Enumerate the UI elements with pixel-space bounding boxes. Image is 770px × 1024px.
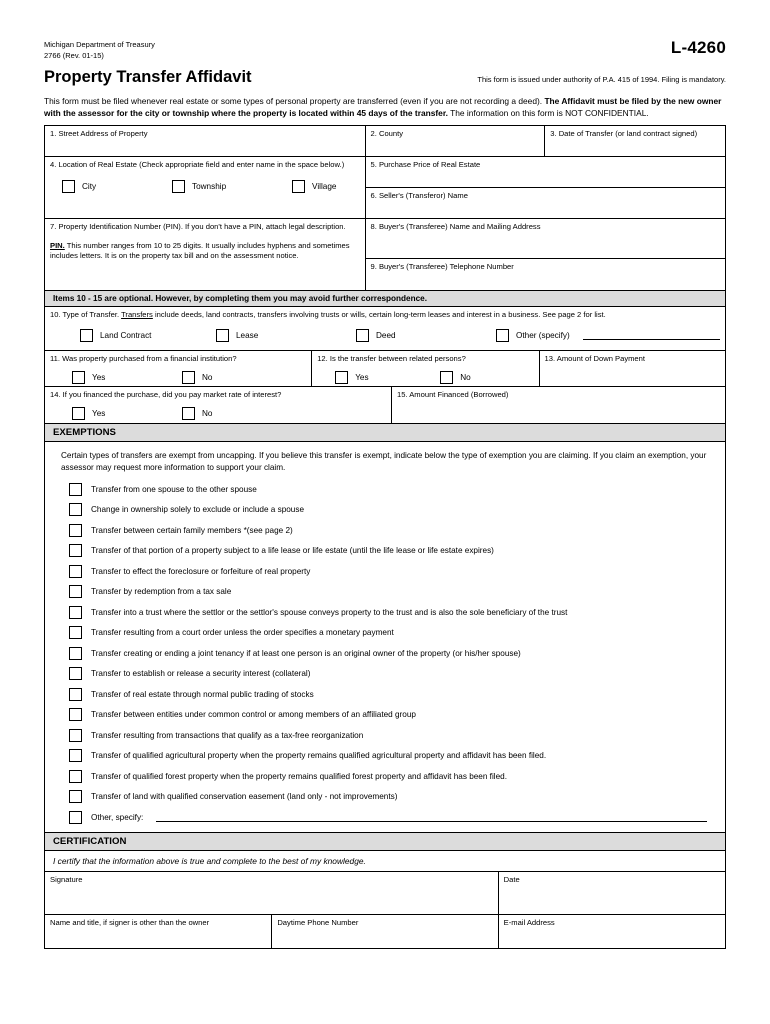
field-transfer-between-related-persons (312, 351, 539, 386)
checkbox-village[interactable] (292, 180, 336, 193)
row-name-phone-email (45, 915, 725, 948)
field-seller-name[interactable] (366, 188, 725, 219)
exemption-checkbox-7[interactable] (69, 606, 82, 619)
checkbox-12-no-box[interactable] (440, 371, 453, 384)
checkbox-11-yes-box[interactable] (72, 371, 85, 384)
exemption-item-other[interactable] (69, 811, 715, 824)
field-daytime-phone[interactable] (272, 915, 498, 948)
exemption-item-8[interactable] (69, 626, 715, 639)
checkbox-14-no[interactable] (182, 407, 212, 420)
field-purchase-price[interactable] (366, 157, 725, 188)
field-location-label: 4. Location of Real Estate (Check appropriate field and enter name in the space below.) (50, 160, 345, 170)
row-14-15 (45, 387, 725, 423)
exemption-item-15[interactable] (69, 770, 715, 783)
optional-items-grid (44, 307, 726, 424)
exemption-checkbox-12[interactable] (69, 708, 82, 721)
checkbox-14-yes-label: Yes (92, 408, 106, 418)
other-transfer-fill-line[interactable] (583, 330, 720, 340)
checkbox-14-yes[interactable] (72, 407, 182, 420)
certification-grid (44, 872, 726, 949)
field-date[interactable] (499, 872, 725, 914)
checkbox-14-no-label: No (202, 408, 213, 418)
checkbox-deed-box[interactable] (356, 329, 369, 342)
exemption-item-7[interactable] (69, 606, 715, 619)
exemption-label-other: Other, specify: (91, 812, 144, 822)
exemption-checkbox-13[interactable] (69, 729, 82, 742)
field-name-and-title[interactable] (45, 915, 272, 948)
exemption-checkbox-8[interactable] (69, 626, 82, 639)
exemption-item-4[interactable] (69, 544, 715, 557)
field-signature[interactable] (45, 872, 499, 914)
exemption-label-5: Transfer to effect the foreclosure or forfeiture of real property (91, 566, 311, 576)
checkbox-village-box[interactable] (292, 180, 305, 193)
checkbox-deed[interactable] (356, 329, 496, 342)
checkbox-township-label: Township (192, 181, 227, 191)
f10-pre: 10. Type of Transfer. (50, 310, 122, 320)
field-14-label: 14. If you financed the purchase, did you pay market rate of interest? (50, 390, 282, 400)
field-pin-note (50, 241, 360, 262)
field-signature-label: Signature (50, 874, 83, 884)
checkbox-lease-label: Lease (236, 330, 259, 340)
field-pin-label: 7. Property Identification Number (PIN). If you don't have a PIN, attach legal description. (50, 222, 346, 232)
field-county[interactable] (366, 126, 546, 156)
intro-text-2: The information on this form is NOT CONFIDENTIAL. (447, 107, 649, 118)
exemption-checkbox-6[interactable] (69, 585, 82, 598)
intro-text-1: This form must be filed whenever real estate or some types of personal property are transferred (even if you are not recording a deed). (44, 95, 545, 106)
field-street-address[interactable] (45, 126, 366, 156)
intro-text-bold: The Affidavit must be filed by the new owner with the assessor for the city or township where the property is located within 45 days of the transfer. (44, 95, 722, 118)
exemption-checkbox-3[interactable] (69, 524, 82, 537)
field-12-label: 12. Is the transfer between related persons? (317, 354, 466, 364)
exemption-checkbox-other[interactable] (69, 811, 82, 824)
exemption-label-12: Transfer between entities under common control or among members of an affiliated group (91, 710, 416, 720)
checkbox-12-yes[interactable] (335, 371, 440, 384)
row-pin-buyer (45, 219, 725, 290)
exemption-item-5[interactable] (69, 565, 715, 578)
title-row (44, 68, 726, 87)
exemption-label-6: Transfer by redemption from a tax sale (91, 587, 232, 597)
field-county-label: 2. County (370, 129, 404, 139)
exemption-label-4: Transfer of that portion of a property subject to a life lease or life estate (until the life lease or life estate expires) (91, 546, 494, 556)
f10-post: include deeds, land contracts, transfers involving trusts or wills, certain long-term leases and interest in a business. See page 2 for list. (152, 310, 606, 320)
field-email-address[interactable] (499, 915, 725, 948)
field-buyer-name-label: 8. Buyer's (Transferee) Name and Mailing Address (370, 222, 541, 232)
checkbox-14-yes-box[interactable] (72, 407, 85, 420)
checkbox-12-yes-label: Yes (355, 372, 369, 382)
exemption-checkbox-16[interactable] (69, 790, 82, 803)
field-pin-note-bold: PIN. (50, 240, 65, 250)
checkbox-11-no-box[interactable] (182, 371, 195, 384)
field-13-label: 13. Amount of Down Payment (544, 354, 645, 364)
row-11-12-13 (45, 351, 725, 387)
row-type-of-transfer (45, 307, 725, 351)
field-location-of-real-estate (45, 157, 366, 218)
field-date-of-transfer-label: 3. Date of Transfer (or land contract signed) (550, 129, 698, 139)
exemption-label-10: Transfer to establish or release a security interest (collateral) (91, 669, 311, 679)
checkbox-12-no-label: No (460, 372, 471, 382)
checkbox-land-contract-box[interactable] (80, 329, 93, 342)
optional-items-band: Items 10 - 15 are optional. However, by completing them you may avoid further correspondence. (44, 291, 726, 307)
exemption-label-8: Transfer resulting from a court order unless the order specifies a monetary payment (91, 628, 394, 638)
exemption-label-16: Transfer of land with qualified conservation easement (land only - not improvements) (91, 792, 398, 802)
checkbox-other-transfer-label: Other (specify) (516, 330, 570, 340)
exemption-label-3: Transfer between certain family members *(see page 2) (91, 525, 293, 535)
field-date-label: Date (503, 874, 520, 884)
checkbox-11-no-label: No (202, 372, 213, 382)
exemption-label-11: Transfer of real estate through normal public trading of stocks (91, 689, 314, 699)
exemption-item-9[interactable] (69, 647, 715, 660)
form-number: L-4260 (670, 38, 726, 57)
f10-underline: Transfers (121, 310, 153, 320)
checkbox-deed-label: Deed (376, 330, 396, 340)
certification-statement: I certify that the information above is true and complete to the best of my knowledge. (44, 851, 726, 872)
exemption-item-16[interactable] (69, 790, 715, 803)
field-type-of-transfer-label (50, 310, 720, 321)
exemption-label-7: Transfer into a trust where the settlor or the settlor's spouse conveys property to the trust and is also the sole beneficiary of the trust (91, 607, 568, 617)
exemption-checkbox-4[interactable] (69, 544, 82, 557)
field-market-rate-interest (45, 387, 392, 423)
checkbox-11-no[interactable] (182, 371, 212, 384)
checkbox-11-yes-label: Yes (92, 372, 106, 382)
field-11-label: 11. Was property purchased from a financial institution? (50, 354, 237, 364)
field-purchased-from-financial-institution (45, 351, 312, 386)
page-title: Property Transfer Affidavit (44, 67, 252, 86)
field-15-label: 15. Amount Financed (Borrowed) (396, 390, 509, 400)
row-address-county-date (45, 126, 725, 157)
exemption-item-3[interactable] (69, 524, 715, 537)
exemption-label-15: Transfer of qualified forest property when the property remains qualified forest property and affidavit has been filed. (91, 771, 507, 781)
exemption-item-11[interactable] (69, 688, 715, 701)
exemptions-intro: Certain types of transfers are exempt from uncapping. If you believe this transfer is exempt, indicate below the type of exemption you are claiming. If you claim an exemption, your assessor may request more information to support your claim. (61, 451, 707, 473)
exemption-label-2: Change in ownership solely to exclude or include a spouse (91, 505, 305, 515)
field-daytime-phone-label: Daytime Phone Number (277, 917, 359, 927)
exemption-item-10[interactable] (69, 667, 715, 680)
row-location-price-seller (45, 157, 725, 219)
checkbox-lease-box[interactable] (216, 329, 229, 342)
exemption-label-14: Transfer of qualified agricultural property when the property remains qualified agricultural property and affidavit has been filed. (91, 751, 547, 761)
field-type-of-transfer (45, 307, 725, 350)
agency-name: Michigan Department of Treasury (44, 40, 155, 49)
exemption-checkbox-2[interactable] (69, 503, 82, 516)
exemption-checkbox-14[interactable] (69, 749, 82, 762)
exemption-other-fill-line[interactable] (156, 812, 707, 822)
checkbox-14-no-box[interactable] (182, 407, 195, 420)
checkbox-township[interactable] (172, 180, 292, 193)
exemptions-section (44, 442, 726, 833)
row-signature-date (45, 872, 725, 915)
field-date-of-transfer[interactable] (545, 126, 725, 156)
checkbox-other-transfer-box[interactable] (496, 329, 509, 342)
checkbox-township-box[interactable] (172, 180, 185, 193)
field-amount-financed[interactable] (392, 387, 725, 423)
exemptions-heading: EXEMPTIONS (44, 424, 726, 442)
exemption-item-13[interactable] (69, 729, 715, 742)
field-purchase-price-label: 5. Purchase Price of Real Estate (370, 160, 481, 170)
field-name-and-title-label: Name and title, if signer is other than the owner (50, 917, 210, 927)
checkbox-lease[interactable] (216, 329, 356, 342)
exemption-item-1[interactable] (69, 483, 715, 496)
form-header (44, 40, 726, 62)
field-buyer-phone[interactable] (366, 259, 725, 290)
checkbox-11-yes[interactable] (72, 371, 182, 384)
checkbox-other-transfer[interactable] (496, 329, 720, 342)
checkbox-12-yes-box[interactable] (335, 371, 348, 384)
exemption-item-2[interactable] (69, 503, 715, 516)
intro-paragraph (44, 95, 726, 119)
exemption-checkbox-15[interactable] (69, 770, 82, 783)
exemption-item-12[interactable] (69, 708, 715, 721)
field-email-address-label: E-mail Address (503, 917, 555, 927)
field-street-address-label: 1. Street Address of Property (50, 129, 148, 139)
checkbox-12-no[interactable] (440, 371, 470, 384)
buyer-stack (366, 219, 725, 290)
exemption-checkbox-10[interactable] (69, 667, 82, 680)
exemption-label-13: Transfer resulting from transactions that qualify as a tax-free reorganization (91, 730, 364, 740)
exemption-item-6[interactable] (69, 585, 715, 598)
agency-block (44, 40, 155, 62)
field-buyer-name-address[interactable] (366, 219, 725, 259)
checkbox-village-label: Village (312, 181, 337, 191)
property-info-grid (44, 125, 726, 291)
field-down-payment[interactable] (540, 351, 725, 386)
checkbox-city-box[interactable] (62, 180, 75, 193)
field-seller-name-label: 6. Seller's (Transferor) Name (370, 191, 468, 201)
exemption-checkbox-9[interactable] (69, 647, 82, 660)
price-seller-stack (366, 157, 725, 218)
certification-heading: CERTIFICATION (44, 833, 726, 851)
field-buyer-phone-label: 9. Buyer's (Transferee) Telephone Number (370, 262, 514, 272)
exemption-checkbox-5[interactable] (69, 565, 82, 578)
exemption-item-14[interactable] (69, 749, 715, 762)
exemption-checkbox-11[interactable] (69, 688, 82, 701)
exemption-label-1: Transfer from one spouse to the other spouse (91, 484, 257, 494)
checkbox-city-label: City (82, 181, 97, 191)
checkbox-city[interactable] (62, 180, 172, 193)
form-revision: 2766 (Rev. 01-15) (44, 50, 104, 60)
checkbox-land-contract-label: Land Contract (100, 330, 152, 340)
exemption-label-9: Transfer creating or ending a joint tenancy if at least one person is an original owner of the property (or his/her spouse) (91, 648, 521, 658)
exemption-checkbox-1[interactable] (69, 483, 82, 496)
field-property-id-number[interactable] (45, 219, 366, 290)
field-pin-note-text: This number ranges from 10 to 25 digits. It usually includes hyphens and sometimes includes letters. It is on the property tax bill and on the assessment notice. (50, 240, 350, 261)
checkbox-land-contract[interactable] (80, 329, 216, 342)
authority-note: This form is issued under authority of P.A. 415 of 1994. Filing is mandatory. (477, 74, 726, 84)
